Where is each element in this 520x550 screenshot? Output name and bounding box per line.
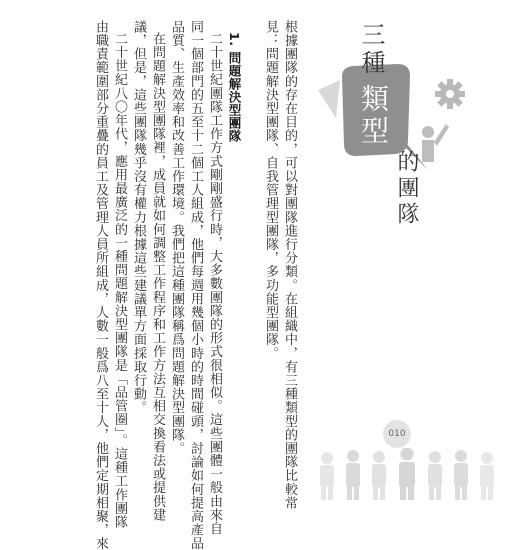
text-column-3: 二十世紀團隊工作方式剛剛盛行時，大多數團隊的形式很相似。這些團體一般由來自 <box>207 32 222 536</box>
people-silhouettes-illustration <box>315 448 515 500</box>
text-column-1: 根據團隊的存在目的，可以對團隊進行分類。在組織中，有三種類型的團隊比較常 <box>282 20 297 510</box>
speech-bubble-illustration <box>300 20 480 220</box>
text-column-6: 在問題解決型團隊裡，成員就如何調整工作程序和工作方法互相交換看法或提供建 <box>150 32 165 522</box>
text-column-8: 二十世紀八〇年代，應用最廣泛的一種問題解決型團隊是「品管圈」。這種工作團隊 <box>112 32 127 529</box>
text-column-9: 由職責範圍部分重疊的員工及管理人員所組成，人數一般爲八至十人，他們定期相聚，來 <box>93 20 108 550</box>
text-column-2: 見：問題解決型團隊、自我管理型團隊，多功能型團隊。 <box>263 20 278 360</box>
chapter-title-line-1: 三種 <box>357 22 385 78</box>
text-column-5: 品質、生產效率和改善工作環境。我們把這種團隊稱爲問題解決型團隊。 <box>169 20 184 456</box>
page-number: 010 <box>383 420 411 448</box>
chapter-title-line-2: 類型 <box>357 84 390 148</box>
text-column-7: 議，但是，這些團隊幾乎沒有權力根據這些建議單方面採取行動。 <box>131 20 146 415</box>
section-heading: 1. 問題解決型團隊 <box>227 32 242 143</box>
chapter-title-line-3: 的團隊 <box>394 150 419 228</box>
text-column-4: 同一個部門的五至十二個工人組成，他們每週用幾個小時的時間碰頭，討論如何提高產品 <box>188 20 203 550</box>
